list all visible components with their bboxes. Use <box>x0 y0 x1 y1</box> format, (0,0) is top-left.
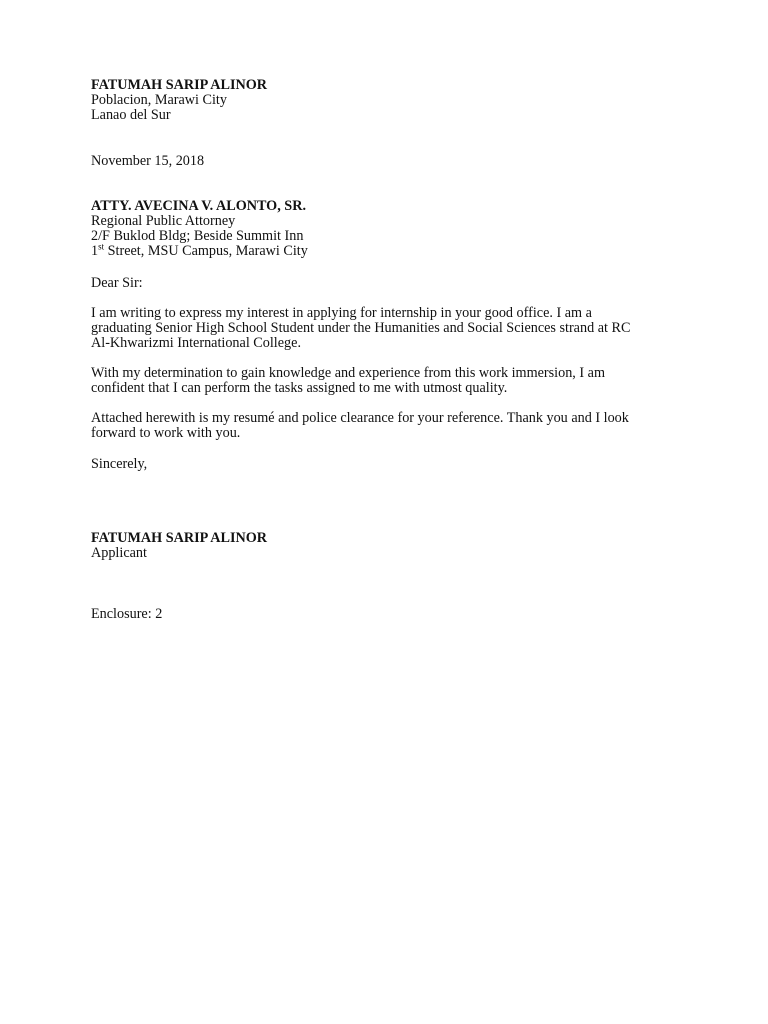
body-p1-line2: graduating Senior High School Student under the Humanities and Social Sciences strand at RC <box>91 320 631 336</box>
closing: Sincerely, <box>91 456 148 472</box>
body-p1-line3: Al-Khwarizmi International College. <box>91 335 301 351</box>
recipient-street-number: 1 <box>91 243 99 259</box>
sender-address-line1: Poblacion, Marawi City <box>91 92 227 108</box>
recipient-street-rest: Street, MSU Campus, Marawi City <box>104 243 308 259</box>
recipient-title: Regional Public Attorney <box>91 213 236 229</box>
body-p2-line1: With my determination to gain knowledge and experience from this work immersion, I am <box>91 365 605 381</box>
recipient-address-line1: 2/F Buklod Bldg; Beside Summit Inn <box>91 228 304 244</box>
letter-date: November 15, 2018 <box>91 153 205 169</box>
salutation-block <box>91 276 691 291</box>
sender-name: FATUMAH SARIP ALINOR <box>91 77 268 93</box>
body-p1-line1: I am writing to express my interest in applying for internship in your good office. I am a <box>91 305 592 321</box>
body-paragraph-1 <box>91 306 691 351</box>
body-p2-line2: confident that I can perform the tasks assigned to me with utmost quality. <box>91 380 508 396</box>
body-p3-line2: forward to work with you. <box>91 425 241 441</box>
signature-role: Applicant <box>91 545 147 561</box>
date-block <box>91 154 691 169</box>
recipient-name: ATTY. AVECINA V. ALONTO, SR. <box>91 198 306 214</box>
signature-name: FATUMAH SARIP ALINOR <box>91 530 268 546</box>
salutation: Dear Sir: <box>91 275 143 291</box>
signature-block <box>91 531 691 561</box>
body-paragraph-2 <box>91 366 691 396</box>
body-paragraph-3 <box>91 411 691 441</box>
closing-block <box>91 457 691 472</box>
sender-address-line2: Lanao del Sur <box>91 107 171 123</box>
recipient-street-ordinal: st <box>98 241 105 252</box>
sender-block <box>91 78 691 123</box>
recipient-address-line2 <box>91 241 691 259</box>
enclosure-block <box>91 607 691 622</box>
recipient-block <box>91 199 691 259</box>
enclosure: Enclosure: 2 <box>91 606 163 622</box>
body-p3-line1: Attached herewith is my resumé and police clearance for your reference. Thank you and I look <box>91 410 629 426</box>
